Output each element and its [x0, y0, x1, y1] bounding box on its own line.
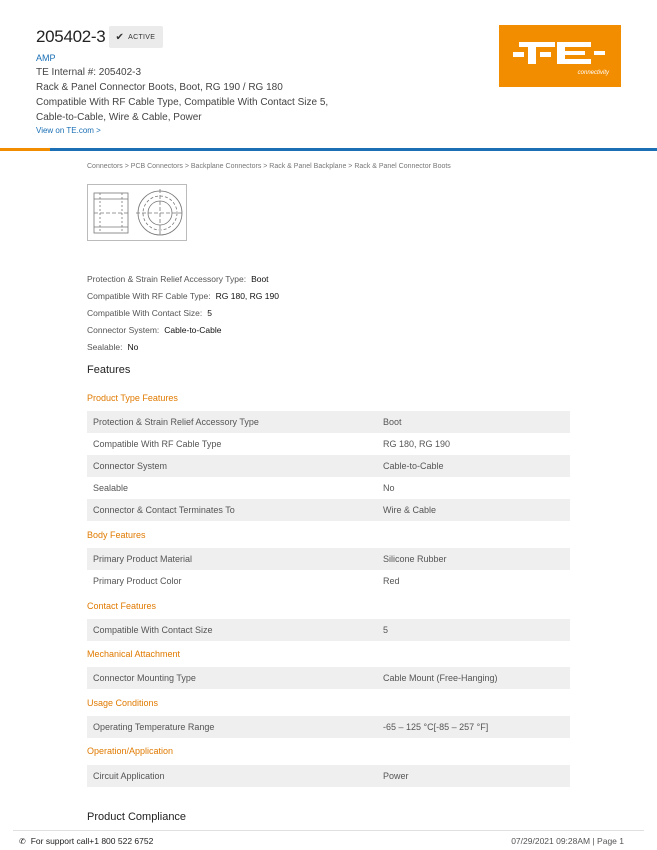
product-image: [87, 184, 187, 241]
row-value: RG 180, RG 190: [383, 439, 451, 449]
page-header: [0, 0, 657, 150]
te-logo: [499, 25, 621, 87]
row-value: Wire & Cable: [383, 505, 437, 515]
attr-value: Boot: [251, 274, 269, 284]
row-label: Primary Product Color: [93, 576, 182, 586]
attr-contact-size: [87, 308, 212, 318]
brand-link[interactable]: AMP: [36, 53, 56, 63]
table-row: [87, 716, 570, 738]
attr-rf-cable-type: [87, 291, 279, 301]
attr-connector-system: [87, 325, 221, 335]
group-title-operation: Operation/Application: [87, 746, 174, 756]
table-row: [87, 411, 570, 433]
boot-drawing: [88, 185, 186, 240]
table-row: [87, 499, 570, 521]
checkmark-icon: ✔: [115, 31, 125, 43]
compliance-heading: Product Compliance: [87, 811, 187, 823]
header-divider: [0, 148, 657, 151]
support-line: [19, 836, 153, 846]
attr-value: RG 180, RG 190: [215, 291, 279, 301]
attr-label: Compatible With Contact Size:: [87, 308, 203, 318]
row-label: Compatible With Contact Size: [93, 625, 213, 635]
row-label: Connector System: [93, 461, 168, 471]
group-title-product-type: Product Type Features: [87, 393, 178, 403]
part-number: 205402-3: [36, 27, 106, 46]
row-value: Boot: [383, 417, 402, 427]
product-description: Rack & Panel Connector Boots, Boot, RG 190 / RG 180 Compatible With RF Cable Type, Compatible With Contact Size 5, Cable-to-Cable, Wire & Cable, Power: [36, 82, 329, 123]
row-value: Cable-to-Cable: [383, 461, 444, 471]
row-value: 5: [383, 625, 389, 635]
row-label: Connector Mounting Type: [93, 673, 196, 683]
row-label: Sealable: [93, 483, 129, 493]
table-row: [87, 667, 570, 689]
part-row: [36, 26, 163, 48]
logo-tagline: connectivity: [577, 70, 609, 76]
table-row: [87, 455, 570, 477]
phone-icon: ✆: [19, 836, 26, 846]
row-value: Red: [383, 576, 400, 586]
support-text: For support call+1 800 522 6752: [30, 836, 154, 846]
group-title-body: Body Features: [87, 530, 146, 540]
attr-sealable: [87, 342, 138, 352]
row-value: Silicone Rubber: [383, 554, 447, 564]
group-title-mechanical: Mechanical Attachment: [87, 649, 181, 659]
attr-value: 5: [207, 308, 213, 318]
row-value: -65 – 125 °C[-85 – 257 °F]: [383, 722, 489, 732]
attr-label: Sealable:: [87, 342, 123, 352]
table-row: [87, 570, 570, 592]
header-divider-accent: [0, 148, 50, 151]
footer-divider: [13, 830, 644, 831]
attr-label: Protection & Strain Relief Accessory Type:: [87, 274, 247, 284]
te-logo-mark: [499, 25, 621, 87]
table-row: [87, 433, 570, 455]
attr-accessory-type: [87, 274, 269, 284]
attr-value: No: [127, 342, 139, 352]
row-value: No: [383, 483, 395, 493]
table-row: [87, 548, 570, 570]
breadcrumb[interactable]: Connectors > PCB Connectors > Backplane Connectors > Rack & Panel Backplane > Rack & Panel Connector Boots: [87, 163, 451, 170]
row-label: Compatible With RF Cable Type: [93, 439, 222, 449]
status-label: ACTIVE: [128, 33, 156, 41]
row-label: Connector & Contact Terminates To: [93, 505, 235, 515]
row-value: Cable Mount (Free-Hanging): [383, 673, 498, 683]
row-label: Circuit Application: [93, 771, 165, 781]
row-label: Protection & Strain Relief Accessory Type: [93, 417, 259, 427]
status-badge: [109, 26, 163, 48]
attr-value: Cable-to-Cable: [164, 325, 222, 335]
print-stamp: 07/29/2021 09:28AM | Page 1: [511, 836, 624, 846]
attr-label: Compatible With RF Cable Type:: [87, 291, 211, 301]
table-row: [87, 765, 570, 787]
row-value: Power: [383, 771, 409, 781]
view-on-te-link[interactable]: View on TE.com >: [36, 126, 101, 135]
table-row: [87, 477, 570, 499]
table-row: [87, 619, 570, 641]
internal-number: TE Internal #: 205402-3: [36, 67, 142, 78]
group-title-usage: Usage Conditions: [87, 698, 159, 708]
row-label: Primary Product Material: [93, 554, 193, 564]
row-label: Operating Temperature Range: [93, 722, 215, 732]
attr-label: Connector System:: [87, 325, 160, 335]
group-title-contact: Contact Features: [87, 601, 157, 611]
features-heading: Features: [87, 364, 131, 376]
